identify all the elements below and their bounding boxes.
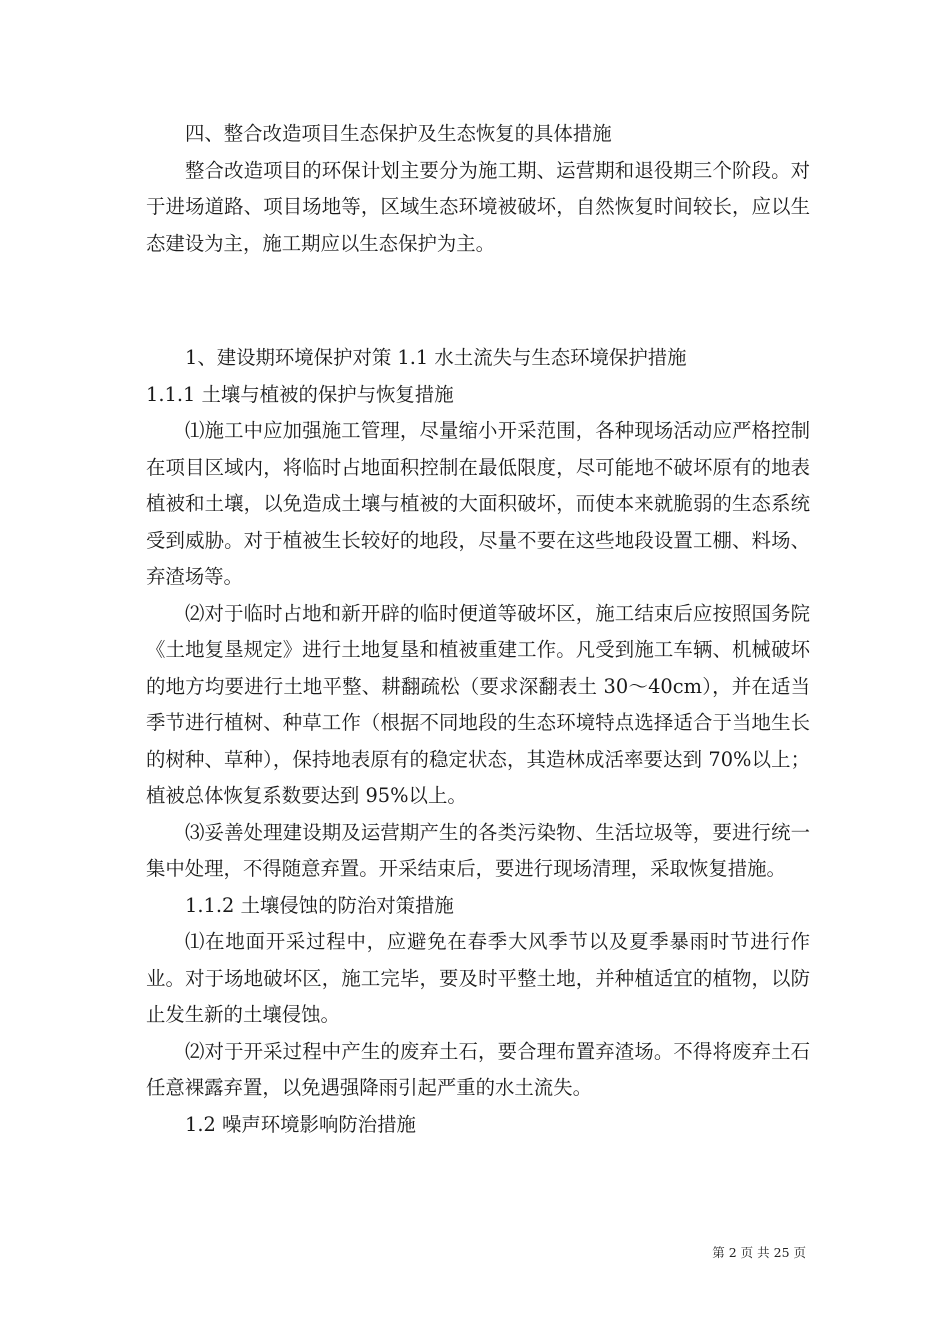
section-heading: 四、整合改造项目生态保护及生态恢复的具体措施 bbox=[185, 122, 612, 145]
subsection-1-1-1-title: 1.1.1 土壤与植被的保护与恢复措施 bbox=[146, 382, 454, 406]
intro-paragraph: 整合改造项目的环保计划主要分为施工期、运营期和退役期三个阶段。对于进场道路、项目场地等，区域生态环境被破坏，自然恢复时间较长，应以生态建设为主，施工期应以生态保护为主。 bbox=[146, 158, 810, 255]
paragraph-1-1-2-item-1: ⑴在地面开采过程中，应避免在春季大风季节以及夏季暴雨时节进行作业。对于场地破坏区，施工完毕，要及时平整土地，并种植适宜的植物，以防止发生新的土壤侵蚀。 bbox=[146, 930, 810, 1026]
section-1-title: 1、建设期环境保护对策 1.1 水土流失与生态环境保护措施 bbox=[185, 346, 687, 369]
subsection-1-1-2-title: 1.1.2 土壤侵蚀的防治对策措施 bbox=[185, 893, 454, 917]
blank-gap bbox=[146, 262, 810, 340]
document-body bbox=[146, 116, 810, 1143]
paragraph-1-1-1-item-1: ⑴施工中应加强施工管理，尽量缩小开采范围，各种现场活动应严格控制在项目区域内，将临时占地面积控制在最低限度，尽可能地不破坏原有的地表植被和土壤，以免造成土壤与植被的大面积破坏，而使本来就脆弱的生态系统受到威胁。对于植被生长较好的地段，尽量不要在这些地段设置工棚、料场、弃渣场等。 bbox=[146, 419, 810, 588]
page-number-footer: 第 2 页 共 25 页 bbox=[712, 1245, 806, 1260]
paragraph-1-1-1-item-3: ⑶妥善处理建设期及运营期产生的各类污染物、生活垃圾等，要进行统一集中处理，不得随意弃置。开采结束后，要进行现场清理，采取恢复措施。 bbox=[146, 820, 810, 880]
subsection-1-2-title: 1.2 噪声环境影响防治措施 bbox=[185, 1112, 416, 1136]
paragraph-1-1-2-item-2: ⑵对于开采过程中产生的废弃土石，要合理布置弃渣场。不得将废弃土石任意裸露弃置，以免遇强降雨引起严重的水土流失。 bbox=[146, 1039, 810, 1099]
paragraph-1-1-1-item-2: ⑵对于临时占地和新开辟的临时便道等破坏区，施工结束后应按照国务院《土地复垦规定》进行土地复垦和植被重建工作。凡受到施工车辆、机械破坏的地方均要进行土地平整、耕翻疏松（要求深翻表土 30～40cm），并在适当季节进行植树、种草工作（根据不同地段的生态环境特点选择适合于当地生长的树种、草种），保持地表原有的稳定状态，其造林成活率要达到 70%以上；植被总体恢复系数要达到 95%以上。 bbox=[146, 601, 810, 807]
